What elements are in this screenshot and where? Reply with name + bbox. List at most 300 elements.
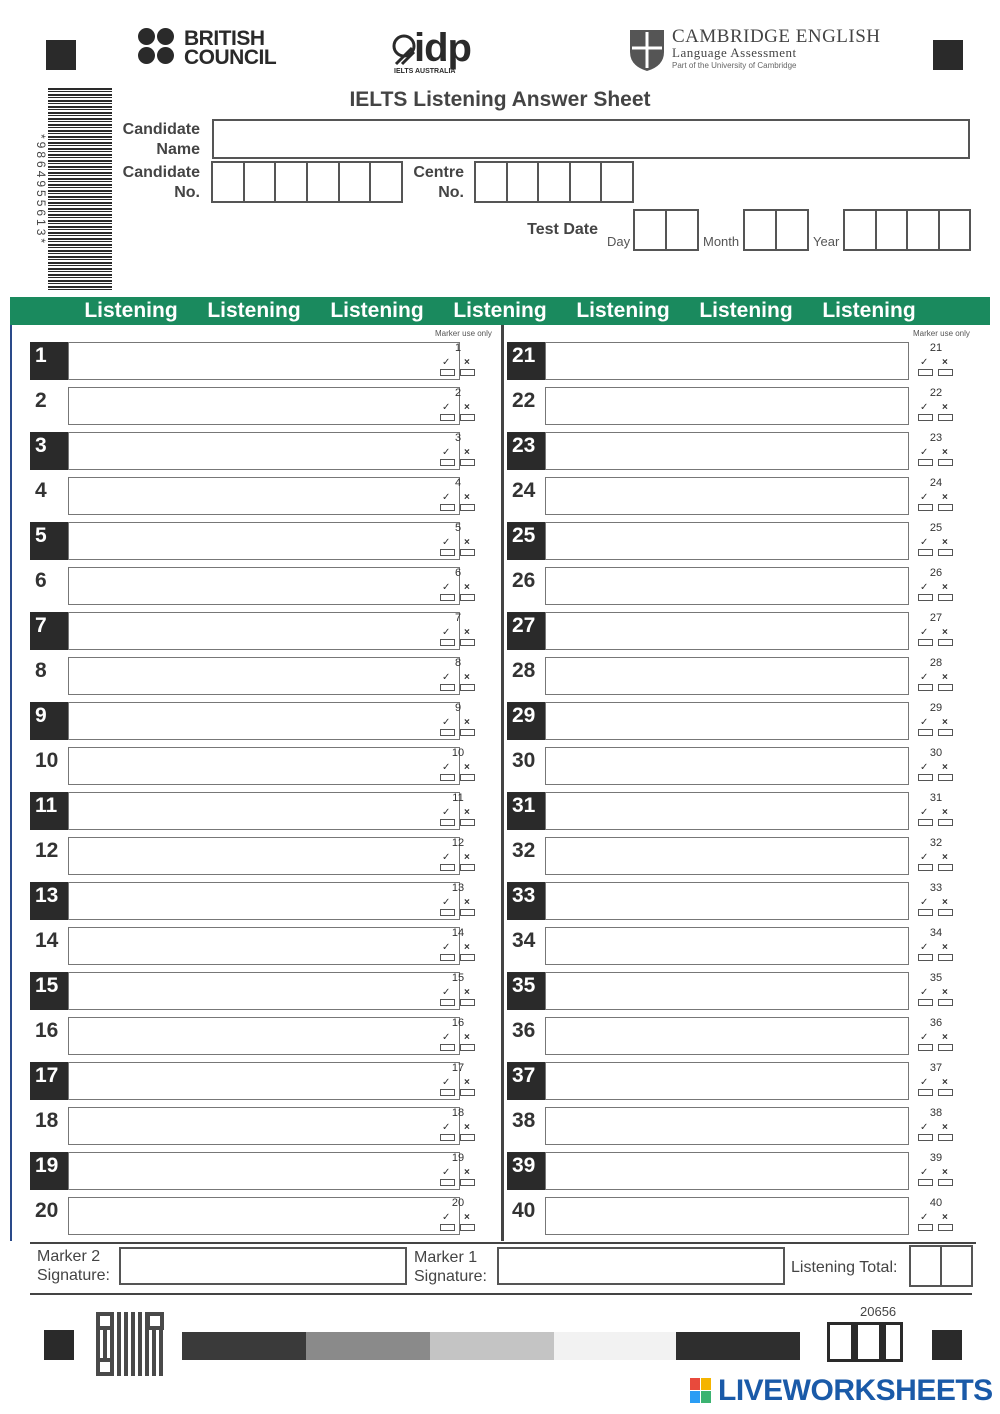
marker1-label: Marker 1 Signature: bbox=[414, 1249, 487, 1285]
marker-number: 40 bbox=[929, 1197, 943, 1209]
incorrect-checkbox[interactable] bbox=[938, 684, 953, 691]
marker-number: 10 bbox=[451, 747, 465, 759]
question-number: 7 bbox=[30, 612, 68, 650]
question-number: 27 bbox=[507, 612, 545, 650]
answer-field[interactable] bbox=[68, 792, 460, 830]
cross-icon: × bbox=[464, 627, 470, 638]
question-number: 21 bbox=[507, 342, 545, 380]
correct-checkbox[interactable] bbox=[440, 504, 455, 511]
answer-field[interactable] bbox=[68, 972, 460, 1010]
barcode-number: *9864955613* bbox=[34, 133, 48, 247]
correct-checkbox[interactable] bbox=[440, 774, 455, 781]
question-number: 30 bbox=[512, 749, 536, 772]
correct-checkbox[interactable] bbox=[918, 1044, 933, 1051]
answer-field[interactable] bbox=[545, 972, 909, 1010]
check-icon: ✓ bbox=[442, 492, 451, 503]
correct-checkbox[interactable] bbox=[440, 999, 455, 1006]
incorrect-checkbox[interactable] bbox=[938, 954, 953, 961]
correct-checkbox[interactable] bbox=[918, 909, 933, 916]
density-bar-4 bbox=[554, 1332, 678, 1360]
incorrect-checkbox[interactable] bbox=[938, 774, 953, 781]
correct-checkbox[interactable] bbox=[440, 1089, 455, 1096]
marker-box bbox=[916, 882, 956, 922]
correct-checkbox[interactable] bbox=[918, 1179, 933, 1186]
marker-box bbox=[916, 612, 956, 652]
question-number: 34 bbox=[512, 929, 536, 952]
correct-checkbox[interactable] bbox=[918, 1089, 933, 1096]
candidate-name-field[interactable] bbox=[212, 119, 970, 159]
marker-number: 21 bbox=[929, 342, 943, 354]
answer-field[interactable] bbox=[545, 567, 909, 605]
correct-checkbox[interactable] bbox=[918, 774, 933, 781]
check-icon: ✓ bbox=[442, 897, 451, 908]
answer-field[interactable] bbox=[68, 1152, 460, 1190]
correct-checkbox[interactable] bbox=[918, 729, 933, 736]
marker-number: 38 bbox=[929, 1107, 943, 1119]
marker-box bbox=[916, 972, 956, 1012]
correct-checkbox[interactable] bbox=[440, 819, 455, 826]
answer-field[interactable] bbox=[545, 882, 909, 920]
incorrect-checkbox[interactable] bbox=[460, 909, 475, 916]
cambridge-line2: Language Assessment bbox=[672, 45, 797, 60]
incorrect-checkbox[interactable] bbox=[460, 549, 475, 556]
question-row bbox=[507, 522, 960, 562]
question-number: 14 bbox=[35, 929, 59, 952]
question-row bbox=[30, 972, 482, 1012]
incorrect-checkbox[interactable] bbox=[938, 1044, 953, 1051]
year-field[interactable] bbox=[843, 209, 971, 251]
marker-use-only-right: Marker use only bbox=[913, 329, 970, 338]
marker-box bbox=[916, 792, 956, 832]
question-number: 19 bbox=[30, 1152, 68, 1190]
answer-field[interactable] bbox=[545, 792, 909, 830]
cross-icon: × bbox=[942, 492, 948, 503]
correct-checkbox[interactable] bbox=[440, 1224, 455, 1231]
incorrect-checkbox[interactable] bbox=[938, 1089, 953, 1096]
incorrect-checkbox[interactable] bbox=[460, 1089, 475, 1096]
cambridge-line3: Part of the University of Cambridge bbox=[672, 61, 797, 70]
cross-icon: × bbox=[942, 717, 948, 728]
correct-checkbox[interactable] bbox=[918, 954, 933, 961]
day-field[interactable] bbox=[633, 209, 699, 251]
question-number: 29 bbox=[507, 702, 545, 740]
marker-number: 14 bbox=[451, 927, 465, 939]
incorrect-checkbox[interactable] bbox=[460, 1224, 475, 1231]
marker-box bbox=[916, 702, 956, 742]
marker2-signature-field[interactable] bbox=[119, 1247, 407, 1285]
centre-no-field[interactable] bbox=[474, 161, 634, 203]
correct-checkbox[interactable] bbox=[918, 639, 933, 646]
question-row bbox=[507, 657, 960, 697]
question-number: 13 bbox=[30, 882, 68, 920]
idp-globe-icon bbox=[392, 34, 416, 68]
check-icon: ✓ bbox=[442, 1077, 451, 1088]
answer-field[interactable] bbox=[68, 702, 460, 740]
correct-checkbox[interactable] bbox=[918, 504, 933, 511]
correct-checkbox[interactable] bbox=[440, 684, 455, 691]
correct-checkbox[interactable] bbox=[440, 549, 455, 556]
cross-icon: × bbox=[942, 762, 948, 773]
check-icon: ✓ bbox=[442, 357, 451, 368]
cross-icon: × bbox=[464, 1212, 470, 1223]
answer-field[interactable] bbox=[68, 657, 460, 695]
check-icon: ✓ bbox=[442, 1032, 451, 1043]
question-number: 11 bbox=[30, 792, 68, 830]
answer-field[interactable] bbox=[545, 477, 909, 515]
cross-icon: × bbox=[464, 537, 470, 548]
density-bar-1 bbox=[182, 1332, 306, 1360]
marker-number: 24 bbox=[929, 477, 943, 489]
marker-number: 27 bbox=[929, 612, 943, 624]
footer-top-line bbox=[30, 1242, 976, 1244]
marker-number: 23 bbox=[929, 432, 943, 444]
incorrect-checkbox[interactable] bbox=[460, 1179, 475, 1186]
form-code: 20656 bbox=[860, 1304, 897, 1319]
incorrect-checkbox[interactable] bbox=[938, 639, 953, 646]
marker-box bbox=[916, 477, 956, 517]
correct-checkbox[interactable] bbox=[440, 954, 455, 961]
cambridge-logo bbox=[628, 26, 898, 74]
correct-checkbox[interactable] bbox=[440, 414, 455, 421]
answer-field[interactable] bbox=[545, 657, 909, 695]
question-number: 28 bbox=[512, 659, 536, 682]
answer-field[interactable] bbox=[545, 1197, 909, 1235]
incorrect-checkbox[interactable] bbox=[460, 864, 475, 871]
question-row bbox=[30, 477, 482, 517]
british-council-line1: BRITISH bbox=[184, 27, 265, 50]
question-number: 25 bbox=[507, 522, 545, 560]
question-number: 17 bbox=[30, 1062, 68, 1100]
incorrect-checkbox[interactable] bbox=[460, 819, 475, 826]
check-icon: ✓ bbox=[442, 762, 451, 773]
question-number: 32 bbox=[512, 839, 536, 862]
answer-field[interactable] bbox=[68, 1017, 460, 1055]
incorrect-checkbox[interactable] bbox=[938, 729, 953, 736]
question-row bbox=[507, 387, 960, 427]
cross-icon: × bbox=[464, 357, 470, 368]
incorrect-checkbox[interactable] bbox=[460, 639, 475, 646]
answer-field[interactable] bbox=[68, 567, 460, 605]
question-row bbox=[507, 342, 960, 382]
marker-box bbox=[438, 882, 478, 922]
incorrect-checkbox[interactable] bbox=[938, 504, 953, 511]
marker-number: 18 bbox=[451, 1107, 465, 1119]
marker-number: 6 bbox=[454, 567, 462, 579]
marker-box bbox=[916, 1017, 956, 1057]
answer-field[interactable] bbox=[545, 1152, 909, 1190]
question-row bbox=[507, 432, 960, 472]
answer-field[interactable] bbox=[545, 1107, 909, 1145]
correct-checkbox[interactable] bbox=[440, 459, 455, 466]
question-row bbox=[507, 567, 960, 607]
correct-checkbox[interactable] bbox=[918, 549, 933, 556]
marker-number: 3 bbox=[454, 432, 462, 444]
answer-field[interactable] bbox=[545, 612, 909, 650]
cross-icon: × bbox=[942, 627, 948, 638]
marker-box bbox=[438, 612, 478, 652]
question-row bbox=[30, 882, 482, 922]
candidate-no-field[interactable] bbox=[211, 161, 403, 203]
incorrect-checkbox[interactable] bbox=[938, 1179, 953, 1186]
answer-field[interactable] bbox=[545, 927, 909, 965]
question-row bbox=[507, 1107, 960, 1147]
marker-number: 2 bbox=[454, 387, 462, 399]
answer-field[interactable] bbox=[68, 342, 460, 380]
question-number: 12 bbox=[35, 839, 59, 862]
question-row bbox=[30, 927, 482, 967]
check-icon: ✓ bbox=[442, 402, 451, 413]
marker-box bbox=[438, 1017, 478, 1057]
cross-icon: × bbox=[464, 1167, 470, 1178]
listening-total-field[interactable] bbox=[909, 1245, 973, 1287]
incorrect-checkbox[interactable] bbox=[938, 819, 953, 826]
correct-checkbox[interactable] bbox=[918, 459, 933, 466]
incorrect-checkbox[interactable] bbox=[460, 414, 475, 421]
british-council-logo bbox=[138, 28, 278, 72]
question-number: 18 bbox=[35, 1109, 59, 1132]
correct-checkbox[interactable] bbox=[440, 1044, 455, 1051]
question-number: 40 bbox=[512, 1199, 536, 1222]
question-number: 31 bbox=[507, 792, 545, 830]
check-icon: ✓ bbox=[920, 492, 929, 503]
band-word: Listening bbox=[699, 299, 793, 322]
correct-checkbox[interactable] bbox=[918, 1134, 933, 1141]
answer-field[interactable] bbox=[68, 432, 460, 470]
incorrect-checkbox[interactable] bbox=[460, 594, 475, 601]
marker-box bbox=[916, 432, 956, 472]
marker-box bbox=[438, 477, 478, 517]
cambridge-shield-icon bbox=[628, 28, 666, 72]
check-icon: ✓ bbox=[920, 1122, 929, 1133]
cross-icon: × bbox=[464, 582, 470, 593]
incorrect-checkbox[interactable] bbox=[460, 774, 475, 781]
marker-box bbox=[438, 567, 478, 607]
cross-icon: × bbox=[464, 1032, 470, 1043]
liveworksheets-icon bbox=[690, 1378, 712, 1404]
density-bar-5 bbox=[676, 1332, 800, 1360]
left-margin-line bbox=[10, 325, 12, 1241]
answer-field[interactable] bbox=[545, 1017, 909, 1055]
question-number: 4 bbox=[35, 479, 47, 502]
answer-field[interactable] bbox=[68, 1107, 460, 1145]
incorrect-checkbox[interactable] bbox=[938, 369, 953, 376]
cross-icon: × bbox=[942, 447, 948, 458]
question-number: 8 bbox=[35, 659, 47, 682]
correct-checkbox[interactable] bbox=[440, 1179, 455, 1186]
question-number: 5 bbox=[30, 522, 68, 560]
answer-field[interactable] bbox=[68, 477, 460, 515]
correct-checkbox[interactable] bbox=[918, 999, 933, 1006]
correct-checkbox[interactable] bbox=[440, 864, 455, 871]
question-row bbox=[507, 882, 960, 922]
answer-field[interactable] bbox=[68, 1062, 460, 1100]
month-field[interactable] bbox=[743, 209, 809, 251]
correct-checkbox[interactable] bbox=[918, 414, 933, 421]
liveworksheets-logo bbox=[690, 1374, 993, 1408]
cross-icon: × bbox=[942, 852, 948, 863]
cross-icon: × bbox=[942, 807, 948, 818]
cross-icon: × bbox=[942, 537, 948, 548]
incorrect-checkbox[interactable] bbox=[938, 1224, 953, 1231]
marker-box bbox=[438, 522, 478, 562]
idp-subtitle: IELTS AUSTRALIA bbox=[394, 68, 456, 75]
correct-checkbox[interactable] bbox=[440, 639, 455, 646]
barcode bbox=[48, 88, 112, 292]
cross-icon: × bbox=[942, 1032, 948, 1043]
marker-number: 4 bbox=[454, 477, 462, 489]
british-council-dots-icon bbox=[138, 28, 178, 68]
marker-box bbox=[916, 522, 956, 562]
correct-checkbox[interactable] bbox=[918, 369, 933, 376]
answer-field[interactable] bbox=[545, 432, 909, 470]
question-row bbox=[507, 747, 960, 787]
answer-field[interactable] bbox=[68, 612, 460, 650]
check-icon: ✓ bbox=[920, 717, 929, 728]
correct-checkbox[interactable] bbox=[440, 909, 455, 916]
question-row bbox=[30, 657, 482, 697]
answer-field[interactable] bbox=[68, 387, 460, 425]
question-number: 23 bbox=[507, 432, 545, 470]
cross-icon: × bbox=[464, 492, 470, 503]
marker-number: 33 bbox=[929, 882, 943, 894]
answer-field[interactable] bbox=[68, 882, 460, 920]
incorrect-checkbox[interactable] bbox=[938, 414, 953, 421]
correct-checkbox[interactable] bbox=[918, 819, 933, 826]
check-icon: ✓ bbox=[920, 672, 929, 683]
marker-box bbox=[916, 1107, 956, 1147]
cross-icon: × bbox=[942, 1122, 948, 1133]
marker-box bbox=[916, 1152, 956, 1192]
year-label: Year bbox=[813, 234, 840, 249]
marker-number: 20 bbox=[451, 1197, 465, 1209]
answer-field[interactable] bbox=[68, 927, 460, 965]
check-icon: ✓ bbox=[442, 1167, 451, 1178]
question-number: 15 bbox=[30, 972, 68, 1010]
incorrect-checkbox[interactable] bbox=[460, 999, 475, 1006]
answer-field[interactable] bbox=[545, 747, 909, 785]
marker-number: 8 bbox=[454, 657, 462, 669]
band-word: Listening bbox=[207, 299, 301, 322]
incorrect-checkbox[interactable] bbox=[460, 954, 475, 961]
question-row bbox=[30, 612, 482, 652]
question-number: 33 bbox=[507, 882, 545, 920]
question-number: 9 bbox=[30, 702, 68, 740]
check-icon: ✓ bbox=[442, 1122, 451, 1133]
incorrect-checkbox[interactable] bbox=[938, 909, 953, 916]
incorrect-checkbox[interactable] bbox=[938, 549, 953, 556]
correct-checkbox[interactable] bbox=[440, 1134, 455, 1141]
answer-field[interactable] bbox=[68, 837, 460, 875]
incorrect-checkbox[interactable] bbox=[938, 459, 953, 466]
marker-number: 1 bbox=[454, 342, 462, 354]
check-icon: ✓ bbox=[442, 447, 451, 458]
correct-checkbox[interactable] bbox=[918, 684, 933, 691]
marker-box bbox=[438, 927, 478, 967]
correct-checkbox[interactable] bbox=[440, 729, 455, 736]
cross-icon: × bbox=[942, 1167, 948, 1178]
incorrect-checkbox[interactable] bbox=[460, 369, 475, 376]
marker-number: 39 bbox=[929, 1152, 943, 1164]
registration-mark-bottom-right bbox=[932, 1330, 962, 1360]
answer-field[interactable] bbox=[545, 1062, 909, 1100]
cross-icon: × bbox=[942, 582, 948, 593]
correct-checkbox[interactable] bbox=[918, 1224, 933, 1231]
listening-band bbox=[10, 297, 990, 325]
answer-field[interactable] bbox=[68, 1197, 460, 1235]
answer-field[interactable] bbox=[545, 387, 909, 425]
marker-box bbox=[916, 927, 956, 967]
incorrect-checkbox[interactable] bbox=[938, 864, 953, 871]
question-number: 22 bbox=[512, 389, 536, 412]
density-bar-3 bbox=[430, 1332, 554, 1360]
marker-number: 11 bbox=[452, 792, 464, 804]
answer-field[interactable] bbox=[68, 747, 460, 785]
question-row bbox=[507, 1062, 960, 1102]
incorrect-checkbox[interactable] bbox=[460, 459, 475, 466]
incorrect-checkbox[interactable] bbox=[460, 1134, 475, 1141]
incorrect-checkbox[interactable] bbox=[460, 684, 475, 691]
question-number: 16 bbox=[35, 1019, 59, 1042]
incorrect-checkbox[interactable] bbox=[460, 1044, 475, 1051]
question-number: 10 bbox=[35, 749, 59, 772]
marker-number: 37 bbox=[929, 1062, 943, 1074]
check-icon: ✓ bbox=[920, 897, 929, 908]
correct-checkbox[interactable] bbox=[440, 594, 455, 601]
check-icon: ✓ bbox=[442, 1212, 451, 1223]
marker-box bbox=[916, 657, 956, 697]
question-number: 3 bbox=[30, 432, 68, 470]
incorrect-checkbox[interactable] bbox=[938, 999, 953, 1006]
marker-number: 29 bbox=[929, 702, 943, 714]
check-icon: ✓ bbox=[442, 672, 451, 683]
incorrect-checkbox[interactable] bbox=[938, 594, 953, 601]
correct-checkbox[interactable] bbox=[918, 594, 933, 601]
answer-field[interactable] bbox=[545, 522, 909, 560]
cross-icon: × bbox=[464, 897, 470, 908]
question-row bbox=[30, 432, 482, 472]
british-council-line2: COUNCIL bbox=[184, 46, 277, 69]
marker-number: 5 bbox=[454, 522, 462, 534]
incorrect-checkbox[interactable] bbox=[460, 504, 475, 511]
cross-icon: × bbox=[464, 762, 470, 773]
incorrect-checkbox[interactable] bbox=[460, 729, 475, 736]
correct-checkbox[interactable] bbox=[440, 369, 455, 376]
answer-field[interactable] bbox=[545, 837, 909, 875]
cross-icon: × bbox=[464, 1122, 470, 1133]
question-number: 39 bbox=[507, 1152, 545, 1190]
marker-number: 32 bbox=[929, 837, 943, 849]
answer-field[interactable] bbox=[68, 522, 460, 560]
marker1-signature-field[interactable] bbox=[497, 1247, 785, 1285]
registration-mark-top-right bbox=[933, 40, 963, 70]
marker-box bbox=[438, 747, 478, 787]
check-icon: ✓ bbox=[920, 537, 929, 548]
marker-box bbox=[916, 342, 956, 382]
question-number: 6 bbox=[35, 569, 47, 592]
question-row bbox=[507, 612, 960, 652]
answer-field[interactable] bbox=[545, 342, 909, 380]
incorrect-checkbox[interactable] bbox=[938, 1134, 953, 1141]
marker-box bbox=[438, 432, 478, 472]
question-row bbox=[30, 1062, 482, 1102]
liveworksheets-wordmark: LIVEWORKSHEETS bbox=[718, 1374, 993, 1407]
marker-box bbox=[438, 702, 478, 742]
marker-box bbox=[438, 387, 478, 427]
answer-field[interactable] bbox=[545, 702, 909, 740]
question-number: 26 bbox=[512, 569, 536, 592]
correct-checkbox[interactable] bbox=[918, 864, 933, 871]
cross-icon: × bbox=[464, 852, 470, 863]
